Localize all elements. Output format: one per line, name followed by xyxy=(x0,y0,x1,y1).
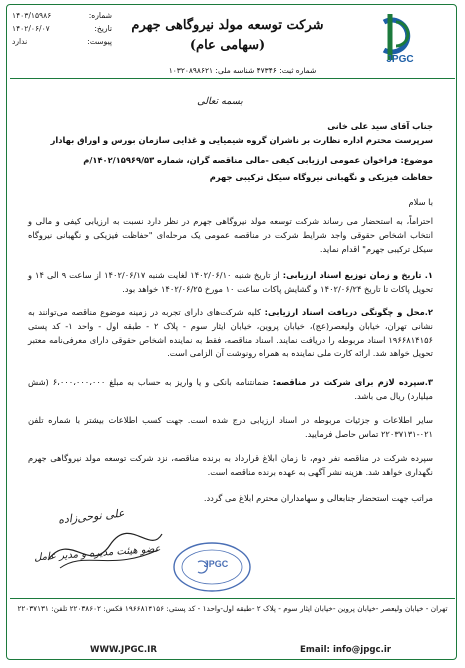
footer-website[interactable]: WWW.JPGC.IR xyxy=(90,645,157,655)
company-stamp xyxy=(170,540,255,595)
footer-address: تهران - خیابان ولیعصر -خیابان پروین -خیابان ایثار سوم - پلاک ۲ -طبقه اول-واحد۱ - کد پستی: ۱۹۶۶۸۱۴۱۵۶ فکس: ۲۲۰۳۸۶۰۲ تلفن: ۲۲۰۳۷۱۳۱ xyxy=(17,604,448,613)
stamp-text: JPGC xyxy=(203,559,229,569)
item-3-title: ۳.سپرده لازم برای شرکت در مناقصه: xyxy=(272,377,433,387)
basmala: بسمه تعالی xyxy=(197,96,243,107)
addressee-title: سرپرست محترم اداره نظارت بر ناشران گروه شیمیایی و غذایی سازمان بورس و اوراق بهادار xyxy=(50,135,433,145)
number-label: شماره: xyxy=(88,11,112,20)
logo-text: JPGC xyxy=(386,54,414,65)
date-row xyxy=(12,22,112,35)
contact-paragraph: سایر اطلاعات و جزئیات مربوطه در اسناد ارزیابی درج شده است. جهت کسب اطلاعات بیشتر با شماره تلفن ۰۲۱-۲۲۰۳۷۱۳۱ تماس حاصل فرمایید. xyxy=(28,415,433,439)
signature-title: عضو هیئت مدیره و مدیر عامل xyxy=(33,543,161,564)
deposit-paragraph: سپرده شرکت در مناقصه نفر دوم، تا زمان ابلاغ قرارداد به برنده مناقصه، نزد شرکت توسعه مولد نیروگاهی جهرم نگهداری خواهد شد. هزینه نشر آگهی به عهده برنده مناقصه است. xyxy=(28,453,433,477)
subject-line: موضوع: فراخوان عمومی ارزیابی کیفی -مالی مناقصه گران، شماره ۱۴۰۲/۱۵۹۶۹/۵۳/م xyxy=(83,155,433,165)
signature-scribble xyxy=(40,520,170,580)
item-3-text: ضمانتنامه بانکی و یا واریز به حساب به مبلغ ۶،۰۰۰،۰۰۰،۰۰۰ (شش میلیارد) ریال می باشد. xyxy=(28,377,433,401)
header-meta xyxy=(12,9,112,48)
signature-name: علی نوحی‌زاده xyxy=(57,506,126,527)
company-name: شرکت توسعه مولد نیروگاهی جهرم xyxy=(131,18,324,33)
registration-line: شماره ثبت: ۴۷۳۴۶ شناسه ملی: ۱۰۳۲۰۸۹۸۶۲۱ xyxy=(168,66,317,75)
attachment-value: ندارد xyxy=(12,37,28,46)
item-1-title: ۱. تاریخ و زمان توزیع اسناد ارزیابی: xyxy=(282,270,433,280)
header-divider xyxy=(10,78,455,79)
item-2 xyxy=(28,306,433,361)
subject-line-2: حفاظت فیزیکی و نگهبانی نیروگاه سیکل ترکیبی جهرم xyxy=(209,172,433,182)
number-row xyxy=(12,9,112,22)
closing-line: مراتب جهت استحضار جنابعالی و سهامداران محترم ابلاغ می گردد. xyxy=(203,493,433,503)
greeting: با سلام xyxy=(408,197,433,207)
company-title xyxy=(120,16,335,56)
attachment-row xyxy=(12,35,112,48)
company-logo xyxy=(360,8,440,66)
company-type: (سهامی عام) xyxy=(189,38,266,53)
number-value: ۱۴۰۳/۱۵۹۸۶ xyxy=(12,11,52,20)
footer-email[interactable]: Email: info@jpgc.ir xyxy=(300,645,392,655)
intro-paragraph: احتراماً، به استحضار می رساند شرکت توسعه مولد نیروگاهی جهرم در نظر دارد نسبت به ارزیابی کیفی و مالی و انتخاب اشخاص حقوقی واجد شرایط شرکت در مناقصه عمومی یک مرحله‌ای "حفاظت فیزیکی و نگهبانی نیروگاه سیکل ترکیبی جهرم" اقدام نماید. xyxy=(28,216,433,254)
item-1-text: از تاریخ شنبه ۱۴۰۲/۰۶/۱۰ لغایت شنبه ۱۴۰۲/۰۶/۱۷ از ساعت ۹ الی ۱۴ و تحویل پاکات تا تاریخ ۱۴۰۲/۰۶/۲۴ و گشایش پاکات ساعت ۱۰ مورخ ۱۴۰۲/۰۶/۲۵ خواهد بود. xyxy=(28,270,433,294)
item-2-title: ۲.محل و چگونگی دریافت اسناد ارزیابی: xyxy=(264,307,433,317)
footer-divider xyxy=(10,598,455,599)
date-value: ۱۴۰۲/۰۶/۰۷ xyxy=(12,24,50,33)
item-3 xyxy=(28,376,433,404)
attachment-label: پیوست: xyxy=(87,37,112,46)
item-2-text: کلیه شرکت‌های دارای تجربه در زمینه موضوع مناقصه می‌توانند به نشانی تهران، خیابان ولیعصر(عج)، خیابان پروین، خیابان ایثار سوم - پلاک ۲ - طبقه اول - واحد ۱- کد پستی ۱۹۶۶۸۱۴۱۵۶ اسناد مربوطه را دریافت نمایند. اسناد مناقصه، فقط به نماینده اشخاص حقوقی دارای معرفی‌نامه معتبر تحویل خواهد شد. ارائه کارت ملی نماینده به همراه رونوشت آن الزامی است. xyxy=(28,307,433,359)
date-label: تاریخ: xyxy=(94,24,112,33)
item-1 xyxy=(28,269,433,297)
addressee: جناب آقای سید علی خانی xyxy=(327,121,433,131)
